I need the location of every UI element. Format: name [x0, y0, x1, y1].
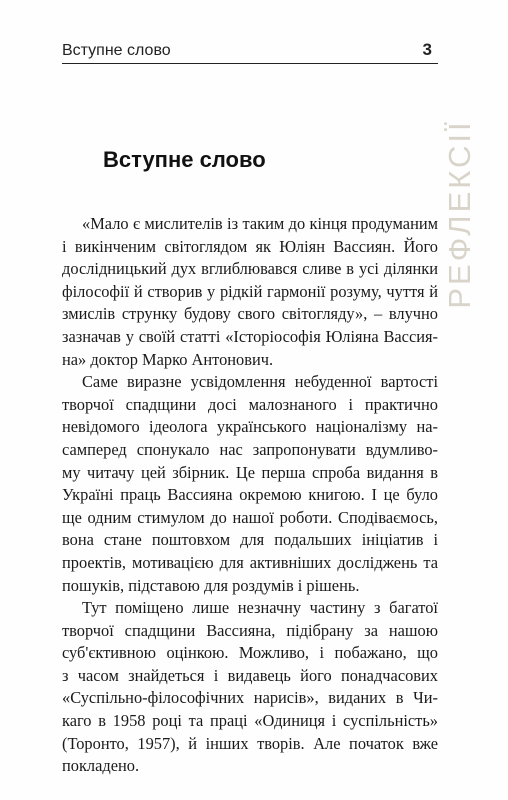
- text-line: (Торонто, 1957), й інших творів. Але початок вже: [62, 733, 438, 753]
- text-line: покладено.: [62, 756, 140, 776]
- text-line: Саме виразне усвідомлення небуденної вартості: [82, 372, 438, 392]
- text-line: пошуків, підставою для роздумів і рішень.: [62, 575, 360, 595]
- text-line: суб'єктивною оцінкою. Можливо, і побажано, що: [62, 643, 438, 663]
- paragraph: [62, 371, 438, 597]
- text-line: «Мало є мислителів із таким до кінця продуманим: [82, 214, 438, 233]
- chapter-heading: Вступне слово: [103, 146, 266, 172]
- text-line: невідомого ідеолога українського націоналізму на-: [62, 417, 438, 437]
- text-line: з часом знайдеться і видавець його понадчасових: [62, 665, 438, 685]
- paragraph: [62, 597, 438, 778]
- side-book-title: [442, 84, 478, 344]
- text-line: творчої спадщини досі малознаного і практично: [62, 394, 438, 414]
- text-line: творчої спадщини Вассияна, підібрану за нашою: [62, 620, 438, 640]
- paragraph: [62, 213, 438, 371]
- text-line: філософії й створив у рідкій гармонії розуму, чуття й: [62, 281, 438, 301]
- text-line: Тут поміщено лише незначну частину з багатої: [82, 598, 438, 618]
- text-line: змислів струнку будову свого світогляду», – влучно: [62, 304, 438, 324]
- page-number: 3: [422, 40, 432, 59]
- text-line: на» доктор Марко Антонович.: [62, 349, 274, 369]
- text-line: «Суспільно-філософічних нарисів», виданих в Чи-: [62, 688, 438, 708]
- header-rule: [62, 63, 438, 64]
- text-line: каго в 1958 році та праці «Одиниця і суспільність»: [62, 711, 438, 731]
- text-line: вона стане поштовхом для подальших ініціатив і: [62, 530, 438, 550]
- side-book-title-text: РЕФЛЕКСІЇ: [442, 119, 477, 309]
- running-head: [62, 38, 438, 62]
- body-text: [62, 213, 438, 778]
- text-line: ще одним стимулом до нашої роботи. Сподіваємось,: [62, 507, 438, 527]
- text-line: дослідницький дух вглиблювався сливе в усі ділянки: [62, 259, 438, 279]
- text-line: Україні праць Вассияна окремою книгою. І це було: [62, 485, 438, 505]
- text-line: і викінченим світоглядом як Юліян Вассиян. Його: [62, 236, 438, 256]
- text-line: зазначав у своїй статті «Історіософія Юліяна Вассия-: [62, 326, 438, 346]
- text-line: проектів, мотивацією для активніших досліджень та: [62, 552, 438, 572]
- text-line: му читачу цей збірник. Це перша спроба видання в: [62, 462, 438, 482]
- running-head-title: Вступне слово: [62, 42, 171, 59]
- text-line: самперед спонукало нас запропонувати вдумливо-: [62, 439, 438, 459]
